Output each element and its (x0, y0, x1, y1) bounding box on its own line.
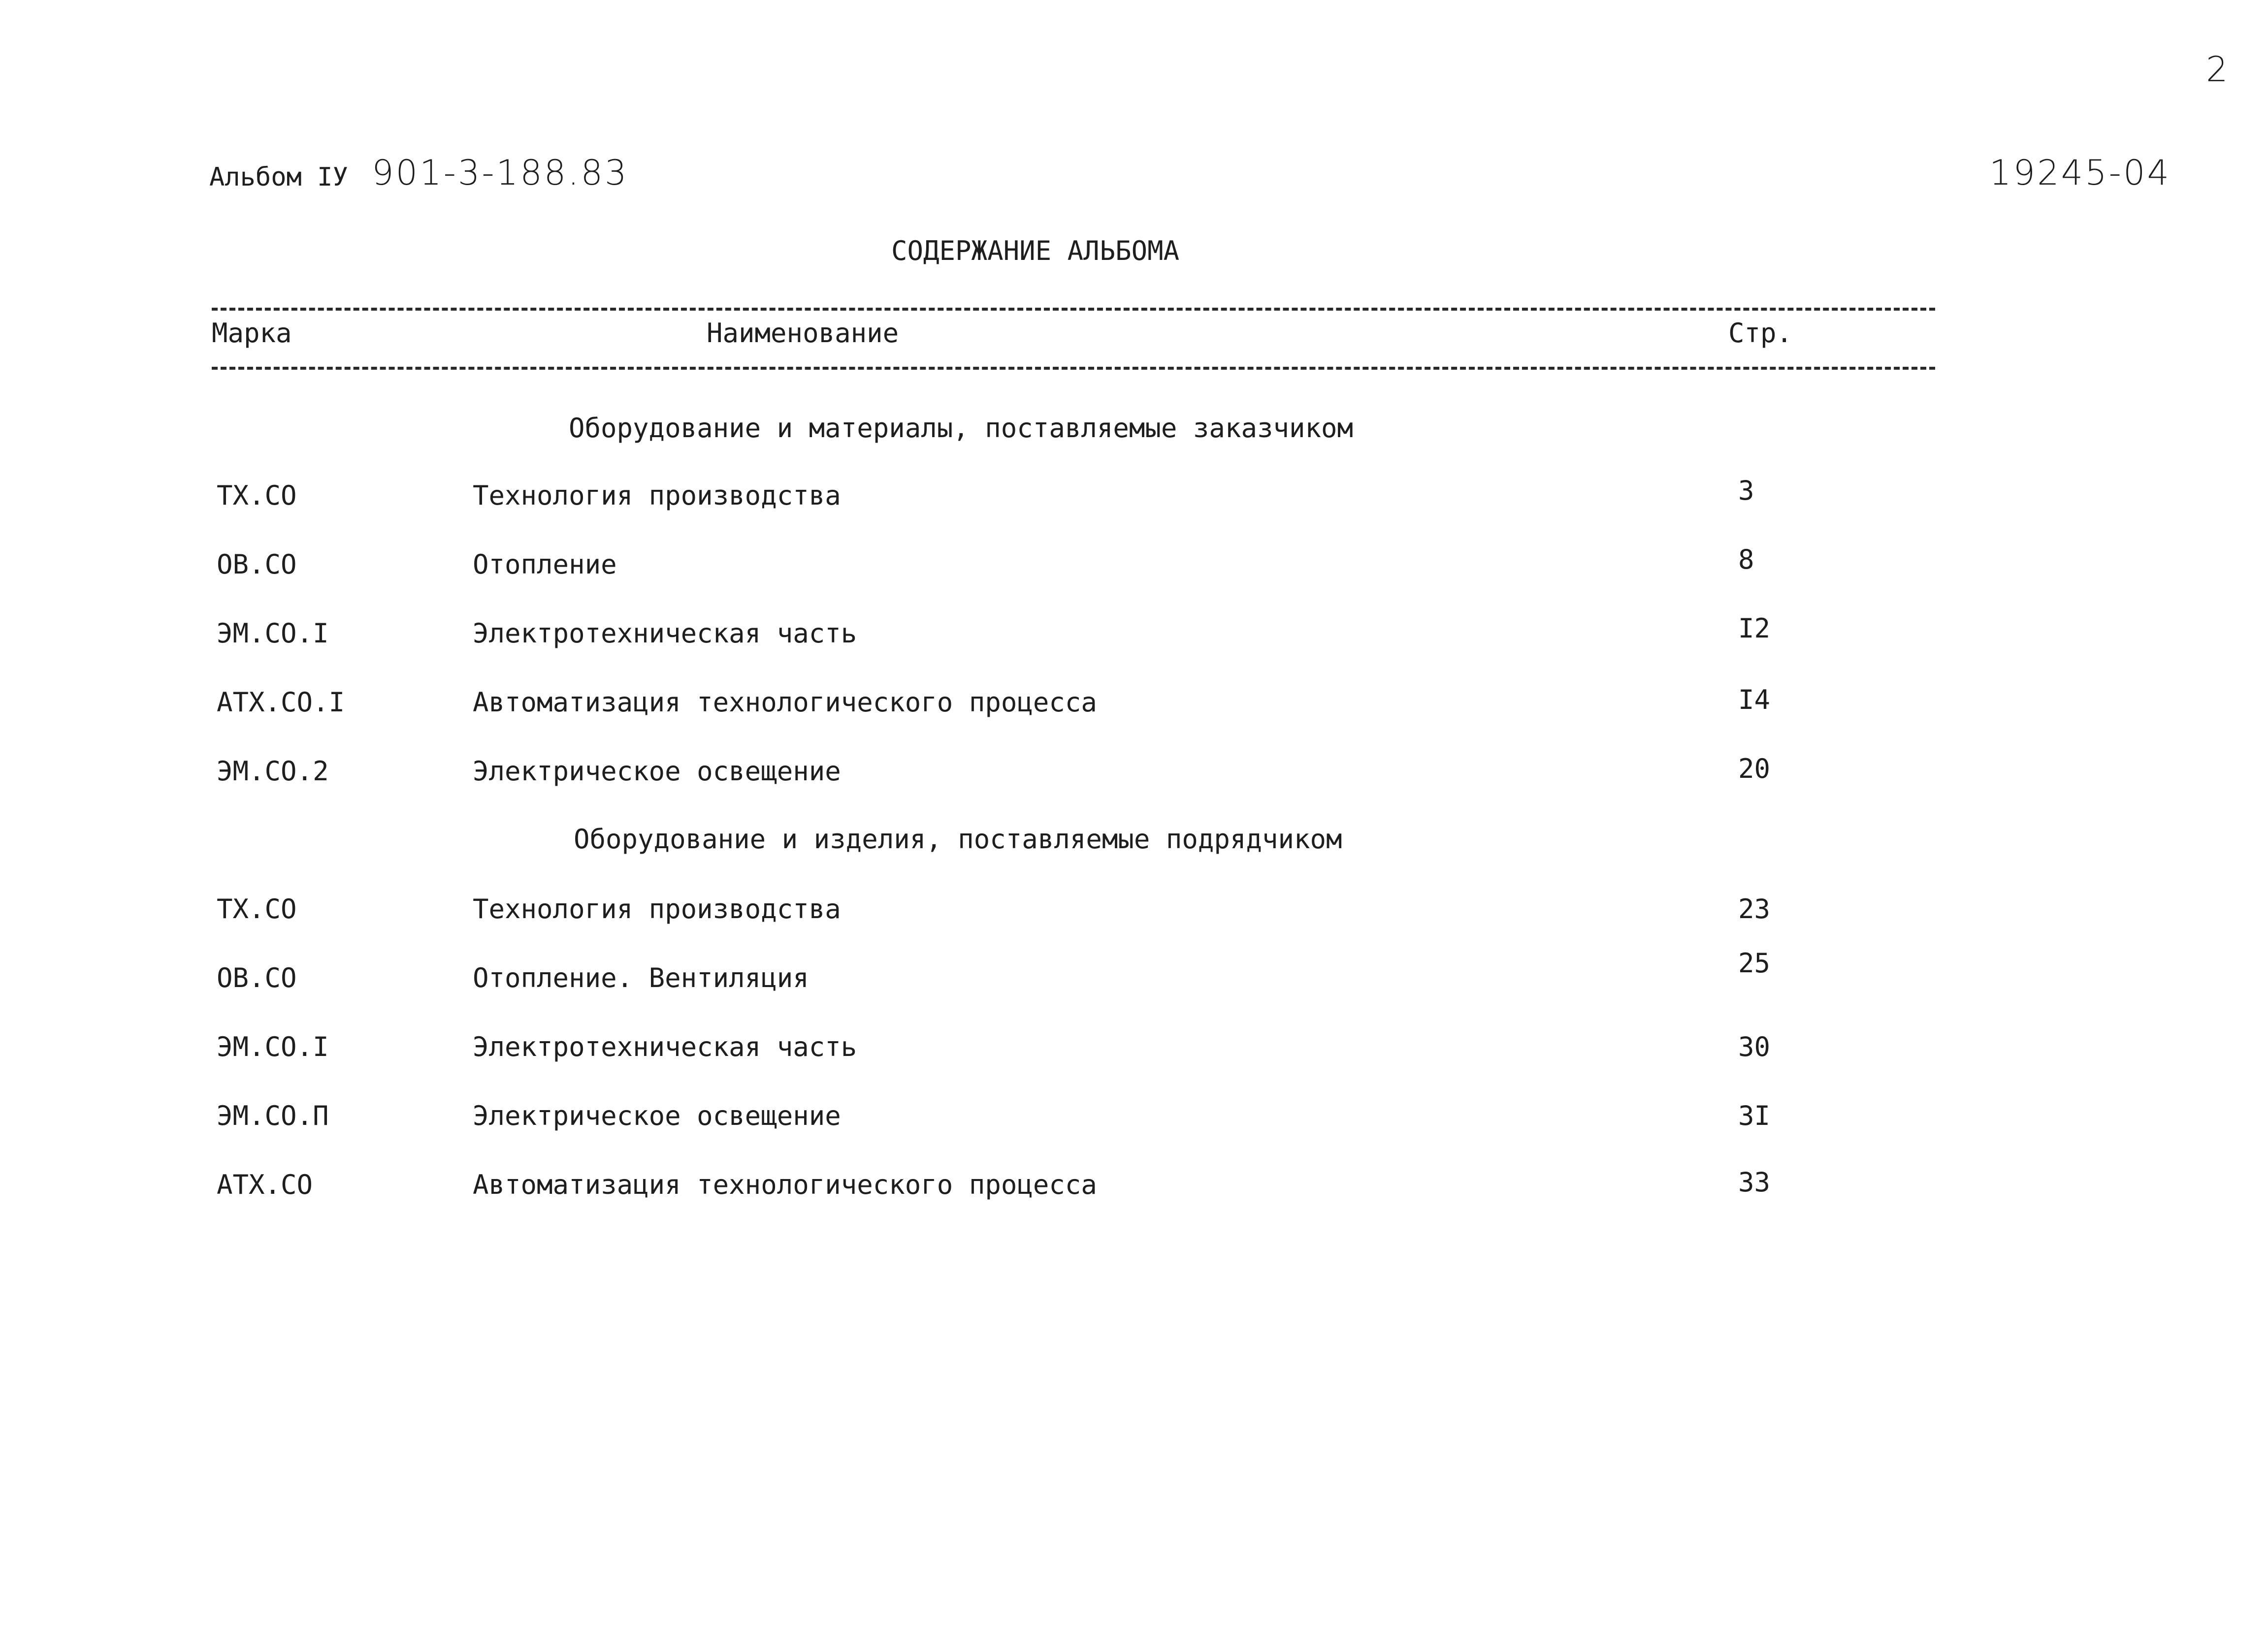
section-heading-contractor: Оборудование и изделия, поставляемые подрядчиком (574, 824, 1342, 855)
column-header-page: Стр. (1728, 318, 1793, 349)
table-row (0, 475, 2268, 514)
table-row (0, 894, 2268, 928)
header-bottom-rule (212, 367, 1935, 370)
row-page: 3I (1738, 1100, 1771, 1131)
row-name: Электротехническая часть (473, 1031, 857, 1062)
document-title: СОДЕРЖАНИЕ АЛЬБОМА (891, 235, 1180, 266)
page-number: 2 (2206, 49, 2230, 90)
row-name: Технология производства (473, 894, 841, 925)
row-page: 33 (1738, 1167, 1771, 1198)
row-mark: ТХ.СО (217, 894, 297, 925)
row-page: 23 (1738, 894, 1771, 925)
row-name: Электрическое освещение (473, 1100, 841, 1131)
row-mark: ЭМ.СО.I (217, 1031, 329, 1062)
row-mark: ЭМ.СО.I (217, 618, 329, 649)
table-row (0, 1031, 2268, 1066)
row-page: 3 (1738, 475, 1754, 506)
row-name: Автоматизация технологического процесса (473, 687, 1097, 718)
table-row (0, 1100, 2268, 1135)
row-mark: ТХ.СО (217, 480, 297, 511)
album-code: 901-3-188.83 (372, 153, 629, 193)
row-page: 8 (1738, 544, 1754, 575)
row-page: 30 (1738, 1031, 1771, 1062)
row-mark: ЭМ.СО.2 (217, 756, 329, 787)
table-row (0, 544, 2268, 583)
table-row (0, 753, 2268, 790)
table-row (0, 684, 2268, 721)
column-header-mark: Марка (212, 318, 292, 349)
section-heading-customer: Оборудование и материалы, поставляемые заказчиком (569, 413, 1354, 444)
row-mark: АТХ.СО (217, 1169, 313, 1200)
row-page: 25 (1738, 948, 1771, 979)
album-label: Альбом IУ (209, 162, 348, 192)
row-name: Отопление. Вентиляция (473, 962, 809, 993)
table-row (0, 1169, 2268, 1204)
table-row (0, 948, 2268, 997)
column-header-name: Наименование (707, 318, 899, 349)
table-row (0, 613, 2268, 652)
row-name: Электротехническая часть (473, 618, 857, 649)
row-name: Электрическое освещение (473, 756, 841, 787)
row-page: 20 (1738, 753, 1771, 784)
document-code: 19245-04 (1989, 153, 2171, 193)
row-page: I2 (1738, 613, 1771, 644)
row-page: I4 (1738, 684, 1771, 715)
header-top-rule (212, 308, 1935, 311)
row-mark: ЭМ.СО.П (217, 1100, 329, 1131)
row-name: Автоматизация технологического процесса (473, 1169, 1097, 1200)
row-name: Технология производства (473, 480, 841, 511)
row-mark: ОВ.СО (217, 549, 297, 580)
row-mark: ОВ.СО (217, 962, 297, 993)
row-mark: АТХ.СО.I (217, 687, 345, 718)
row-name: Отопление (473, 549, 617, 580)
